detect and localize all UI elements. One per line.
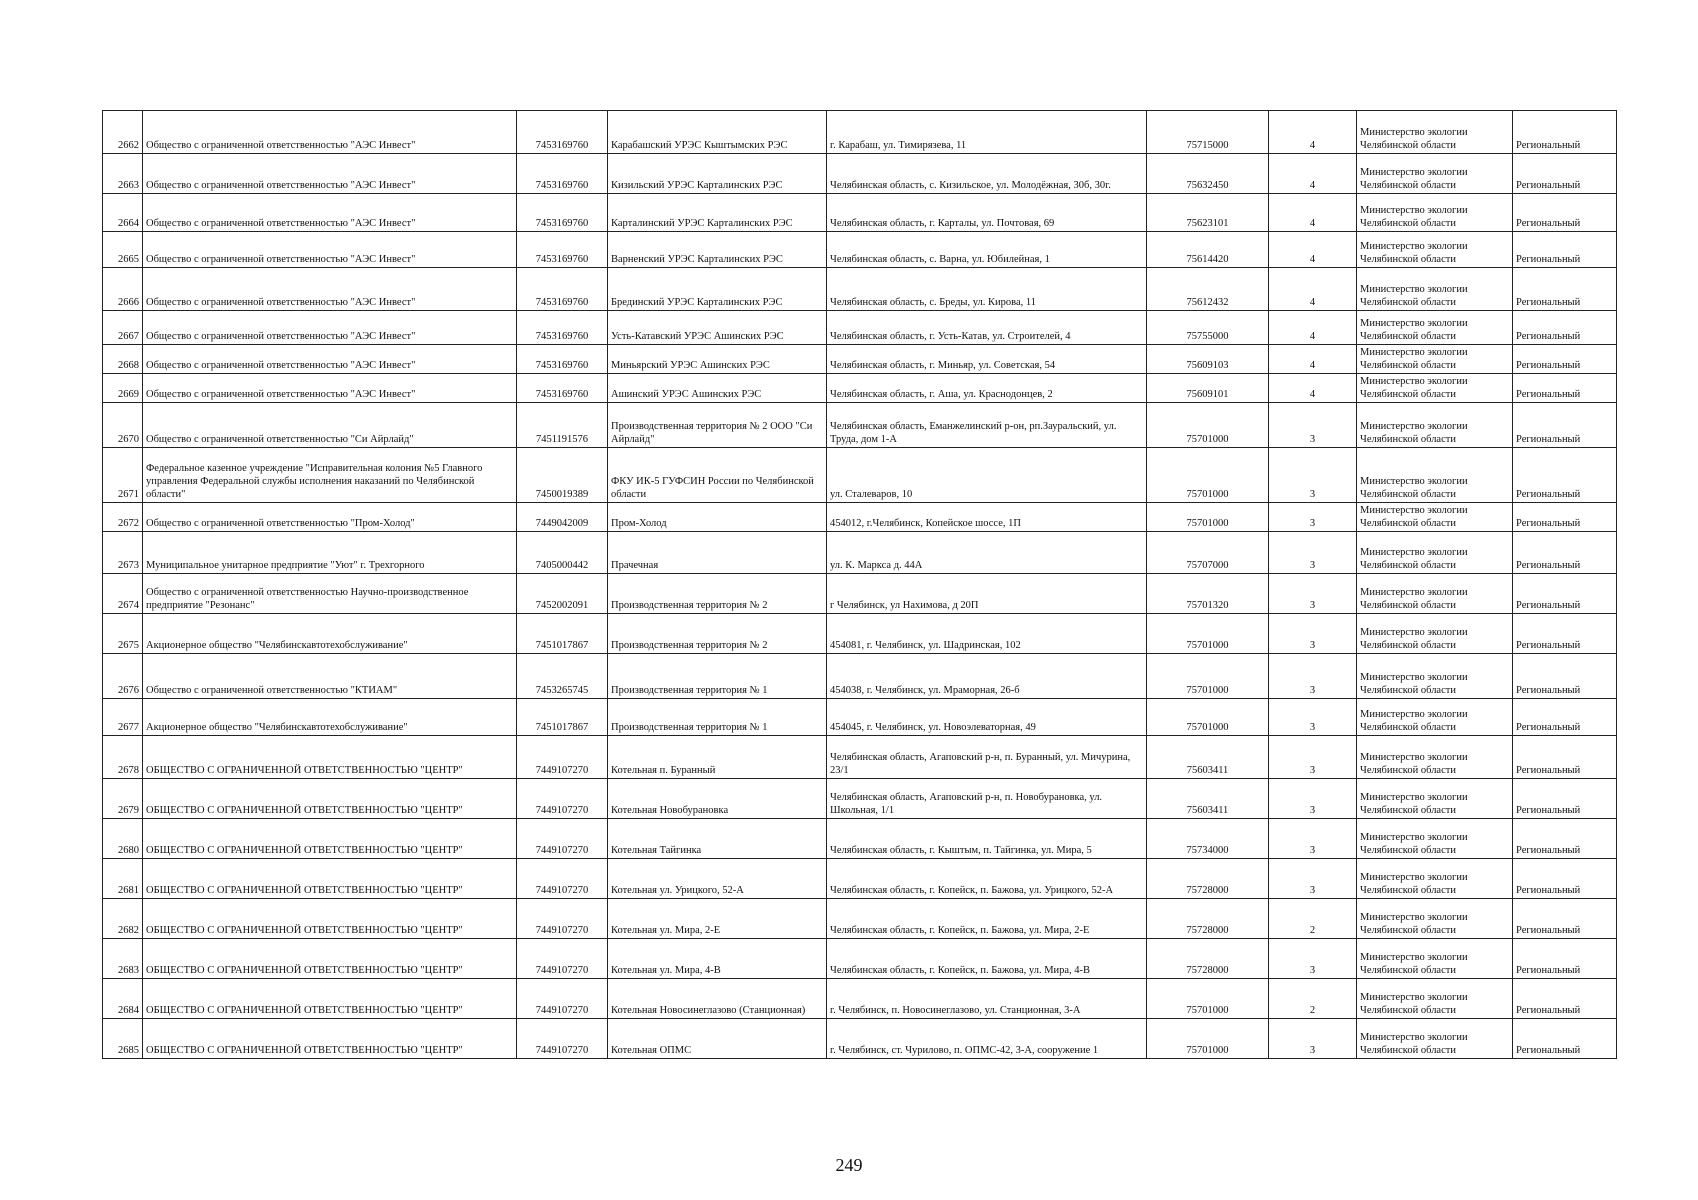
object-address-cell: Челябинская область, г. Усть-Катав, ул. Строителей, 4	[827, 311, 1147, 345]
organization-name-cell: ОБЩЕСТВО С ОГРАНИЧЕННОЙ ОТВЕТСТВЕННОСТЬЮ "ЦЕНТР"	[143, 979, 517, 1019]
object-name-cell: Прачечная	[608, 532, 827, 574]
object-name-cell: Производственная территория № 2	[608, 574, 827, 614]
oktmo-code-cell: 75614420	[1147, 232, 1269, 268]
oktmo-code-cell: 75701320	[1147, 574, 1269, 614]
object-category-cell: 4	[1269, 111, 1357, 154]
row-number-cell: 2674	[103, 574, 143, 614]
object-category-cell: 3	[1269, 503, 1357, 532]
organization-name-cell: Общество с ограниченной ответственностью "АЭС Инвест"	[143, 154, 517, 194]
object-name-cell: ФКУ ИК-5 ГУФСИН России по Челябинской области	[608, 448, 827, 503]
inn-code-cell: 7449107270	[517, 779, 608, 819]
object-category-cell: 4	[1269, 345, 1357, 374]
object-address-cell: г. Челябинск, ст. Чурилово, п. ОПМС-42, 3-А, сооружение 1	[827, 1019, 1147, 1059]
object-address-cell: ул. К. Маркса д. 44А	[827, 532, 1147, 574]
object-name-cell: Котельная Новосинеглазово (Станционная)	[608, 979, 827, 1019]
object-name-cell: Миньярский УРЭС Ашинских РЭС	[608, 345, 827, 374]
object-name-cell: Усть-Катавский УРЭС Ашинских РЭС	[608, 311, 827, 345]
table-row	[103, 939, 1617, 979]
organization-name-cell: Общество с ограниченной ответственностью "АЭС Инвест"	[143, 311, 517, 345]
supervision-level-cell: Региональный	[1513, 899, 1617, 939]
oktmo-code-cell: 75612432	[1147, 268, 1269, 311]
registry-table	[102, 110, 1617, 1059]
organization-name-cell: ОБЩЕСТВО С ОГРАНИЧЕННОЙ ОТВЕТСТВЕННОСТЬЮ "ЦЕНТР"	[143, 899, 517, 939]
organization-name-cell: Общество с ограниченной ответственностью "Си Айрлайд"	[143, 403, 517, 448]
organization-name-cell: Общество с ограниченной ответственностью "АЭС Инвест"	[143, 345, 517, 374]
inn-code-cell: 7451017867	[517, 614, 608, 654]
row-number-cell: 2669	[103, 374, 143, 403]
row-number-cell: 2666	[103, 268, 143, 311]
object-category-cell: 3	[1269, 574, 1357, 614]
object-category-cell: 4	[1269, 268, 1357, 311]
supervision-level-cell: Региональный	[1513, 574, 1617, 614]
supervisory-authority-cell: Министерство экологии Челябинской области	[1357, 819, 1513, 859]
table-row	[103, 779, 1617, 819]
inn-code-cell: 7453169760	[517, 345, 608, 374]
object-name-cell: Котельная Новобурановка	[608, 779, 827, 819]
inn-code-cell: 7449042009	[517, 503, 608, 532]
object-category-cell: 3	[1269, 699, 1357, 736]
supervision-level-cell: Региональный	[1513, 232, 1617, 268]
object-name-cell: Производственная территория № 2 ООО "Си Айрлайд"	[608, 403, 827, 448]
supervisory-authority-cell: Министерство экологии Челябинской области	[1357, 268, 1513, 311]
oktmo-code-cell: 75701000	[1147, 979, 1269, 1019]
supervision-level-cell: Региональный	[1513, 194, 1617, 232]
object-address-cell: г. Челябинск, п. Новосинеглазово, ул. Станционная, 3-А	[827, 979, 1147, 1019]
object-address-cell: Челябинская область, Агаповский р-н, п. Новобурановка, ул. Школьная, 1/1	[827, 779, 1147, 819]
object-name-cell: Производственная территория № 1	[608, 654, 827, 699]
supervisory-authority-cell: Министерство экологии Челябинской области	[1357, 503, 1513, 532]
table-row	[103, 614, 1617, 654]
object-address-cell: ул. Сталеваров, 10	[827, 448, 1147, 503]
oktmo-code-cell: 75609101	[1147, 374, 1269, 403]
organization-name-cell: ОБЩЕСТВО С ОГРАНИЧЕННОЙ ОТВЕТСТВЕННОСТЬЮ "ЦЕНТР"	[143, 819, 517, 859]
oktmo-code-cell: 75701000	[1147, 1019, 1269, 1059]
object-category-cell: 4	[1269, 232, 1357, 268]
object-address-cell: г Челябинск, ул Нахимова, д 20П	[827, 574, 1147, 614]
object-name-cell: Котельная Тайгинка	[608, 819, 827, 859]
row-number-cell: 2672	[103, 503, 143, 532]
inn-code-cell: 7405000442	[517, 532, 608, 574]
oktmo-code-cell: 75701000	[1147, 614, 1269, 654]
oktmo-code-cell: 75609103	[1147, 345, 1269, 374]
table-row	[103, 111, 1617, 154]
object-category-cell: 3	[1269, 1019, 1357, 1059]
row-number-cell: 2682	[103, 899, 143, 939]
supervisory-authority-cell: Министерство экологии Челябинской области	[1357, 111, 1513, 154]
supervision-level-cell: Региональный	[1513, 614, 1617, 654]
object-name-cell: Котельная п. Буранный	[608, 736, 827, 779]
supervision-level-cell: Региональный	[1513, 268, 1617, 311]
object-address-cell: Челябинская область, Агаповский р-н, п. Буранный, ул. Мичурина, 23/1	[827, 736, 1147, 779]
table-row	[103, 345, 1617, 374]
supervisory-authority-cell: Министерство экологии Челябинской области	[1357, 532, 1513, 574]
object-name-cell: Производственная территория № 2	[608, 614, 827, 654]
object-address-cell: Челябинская область, г. Копейск, п. Бажова, ул. Урицкого, 52-А	[827, 859, 1147, 899]
table-row	[103, 532, 1617, 574]
supervision-level-cell: Региональный	[1513, 1019, 1617, 1059]
object-category-cell: 3	[1269, 532, 1357, 574]
supervisory-authority-cell: Министерство экологии Челябинской области	[1357, 374, 1513, 403]
page-number: 249	[835, 1155, 863, 1175]
object-name-cell: Кизильский УРЭС Карталинских РЭС	[608, 154, 827, 194]
oktmo-code-cell: 75728000	[1147, 859, 1269, 899]
oktmo-code-cell: 75701000	[1147, 699, 1269, 736]
organization-name-cell: Федеральное казенное учреждение "Исправительная колония №5 Главного управления Федеральной службы исполнения наказаний по Челябинской области"	[143, 448, 517, 503]
supervision-level-cell: Региональный	[1513, 345, 1617, 374]
table-row	[103, 899, 1617, 939]
oktmo-code-cell: 75623101	[1147, 194, 1269, 232]
inn-code-cell: 7453169760	[517, 268, 608, 311]
organization-name-cell: Акционерное общество "Челябинскавтотехобслуживание"	[143, 699, 517, 736]
organization-name-cell: Общество с ограниченной ответственностью "АЭС Инвест"	[143, 268, 517, 311]
row-number-cell: 2670	[103, 403, 143, 448]
organization-name-cell: Общество с ограниченной ответственностью "АЭС Инвест"	[143, 374, 517, 403]
organization-name-cell: ОБЩЕСТВО С ОГРАНИЧЕННОЙ ОТВЕТСТВЕННОСТЬЮ "ЦЕНТР"	[143, 1019, 517, 1059]
object-name-cell: Пром-Холод	[608, 503, 827, 532]
row-number-cell: 2667	[103, 311, 143, 345]
inn-code-cell: 7453169760	[517, 154, 608, 194]
object-category-cell: 3	[1269, 859, 1357, 899]
object-category-cell: 3	[1269, 819, 1357, 859]
supervisory-authority-cell: Министерство экологии Челябинской области	[1357, 345, 1513, 374]
supervisory-authority-cell: Министерство экологии Челябинской области	[1357, 899, 1513, 939]
supervisory-authority-cell: Министерство экологии Челябинской области	[1357, 654, 1513, 699]
row-number-cell: 2681	[103, 859, 143, 899]
object-name-cell: Карабашский УРЭС Кыштымских РЭС	[608, 111, 827, 154]
organization-name-cell: Общество с ограниченной ответственностью "АЭС Инвест"	[143, 194, 517, 232]
supervisory-authority-cell: Министерство экологии Челябинской области	[1357, 232, 1513, 268]
object-address-cell: Челябинская область, Еманжелинский р-он, рп.Зауральский, ул. Труда, дом 1-А	[827, 403, 1147, 448]
object-category-cell: 3	[1269, 736, 1357, 779]
organization-name-cell: Общество с ограниченной ответственностью "АЭС Инвест"	[143, 232, 517, 268]
row-number-cell: 2663	[103, 154, 143, 194]
row-number-cell: 2668	[103, 345, 143, 374]
supervision-level-cell: Региональный	[1513, 403, 1617, 448]
table-row	[103, 403, 1617, 448]
supervisory-authority-cell: Министерство экологии Челябинской области	[1357, 154, 1513, 194]
inn-code-cell: 7453265745	[517, 654, 608, 699]
object-category-cell: 3	[1269, 448, 1357, 503]
object-category-cell: 2	[1269, 899, 1357, 939]
oktmo-code-cell: 75701000	[1147, 448, 1269, 503]
supervisory-authority-cell: Министерство экологии Челябинской области	[1357, 779, 1513, 819]
table-row	[103, 736, 1617, 779]
inn-code-cell: 7451191576	[517, 403, 608, 448]
inn-code-cell: 7449107270	[517, 979, 608, 1019]
organization-name-cell: ОБЩЕСТВО С ОГРАНИЧЕННОЙ ОТВЕТСТВЕННОСТЬЮ "ЦЕНТР"	[143, 779, 517, 819]
supervisory-authority-cell: Министерство экологии Челябинской области	[1357, 614, 1513, 654]
table-row	[103, 1019, 1617, 1059]
supervisory-authority-cell: Министерство экологии Челябинской области	[1357, 403, 1513, 448]
object-address-cell: Челябинская область, г. Миньяр, ул. Советская, 54	[827, 345, 1147, 374]
oktmo-code-cell: 75707000	[1147, 532, 1269, 574]
object-category-cell: 3	[1269, 614, 1357, 654]
supervision-level-cell: Региональный	[1513, 154, 1617, 194]
object-address-cell: Челябинская область, г. Копейск, п. Бажова, ул. Мира, 4-В	[827, 939, 1147, 979]
table-row	[103, 654, 1617, 699]
table-row	[103, 699, 1617, 736]
supervisory-authority-cell: Министерство экологии Челябинской области	[1357, 448, 1513, 503]
organization-name-cell: Акционерное общество "Челябинскавтотехобслуживание"	[143, 614, 517, 654]
inn-code-cell: 7453169760	[517, 374, 608, 403]
row-number-cell: 2671	[103, 448, 143, 503]
object-address-cell: г. Карабаш, ул. Тимирязева, 11	[827, 111, 1147, 154]
table-row	[103, 503, 1617, 532]
inn-code-cell: 7449107270	[517, 1019, 608, 1059]
supervision-level-cell: Региональный	[1513, 819, 1617, 859]
organization-name-cell: Общество с ограниченной ответственностью Научно-производственное предприятие "Резонанс"	[143, 574, 517, 614]
object-address-cell: 454012, г.Челябинск, Копейское шоссе, 1П	[827, 503, 1147, 532]
oktmo-code-cell: 75603411	[1147, 779, 1269, 819]
row-number-cell: 2665	[103, 232, 143, 268]
supervision-level-cell: Региональный	[1513, 699, 1617, 736]
object-category-cell: 3	[1269, 654, 1357, 699]
object-name-cell: Варненский УРЭС Карталинских РЭС	[608, 232, 827, 268]
table-row	[103, 268, 1617, 311]
table-row	[103, 574, 1617, 614]
oktmo-code-cell: 75728000	[1147, 939, 1269, 979]
object-name-cell: Производственная территория № 1	[608, 699, 827, 736]
supervision-level-cell: Региональный	[1513, 311, 1617, 345]
supervision-level-cell: Региональный	[1513, 979, 1617, 1019]
object-name-cell: Ашинский УРЭС Ашинских РЭС	[608, 374, 827, 403]
supervision-level-cell: Региональный	[1513, 503, 1617, 532]
object-name-cell: Котельная ул. Урицкого, 52-А	[608, 859, 827, 899]
inn-code-cell: 7451017867	[517, 699, 608, 736]
object-address-cell: 454038, г. Челябинск, ул. Мраморная, 26-б	[827, 654, 1147, 699]
supervision-level-cell: Региональный	[1513, 779, 1617, 819]
supervision-level-cell: Региональный	[1513, 374, 1617, 403]
table-row	[103, 154, 1617, 194]
object-address-cell: 454081, г. Челябинск, ул. Шадринская, 102	[827, 614, 1147, 654]
object-address-cell: Челябинская область, г. Копейск, п. Бажова, ул. Мира, 2-Е	[827, 899, 1147, 939]
object-category-cell: 4	[1269, 311, 1357, 345]
row-number-cell: 2685	[103, 1019, 143, 1059]
supervision-level-cell: Региональный	[1513, 654, 1617, 699]
row-number-cell: 2683	[103, 939, 143, 979]
row-number-cell: 2684	[103, 979, 143, 1019]
object-category-cell: 4	[1269, 194, 1357, 232]
supervisory-authority-cell: Министерство экологии Челябинской области	[1357, 979, 1513, 1019]
object-address-cell: Челябинская область, г. Аша, ул. Краснодонцев, 2	[827, 374, 1147, 403]
organization-name-cell: ОБЩЕСТВО С ОГРАНИЧЕННОЙ ОТВЕТСТВЕННОСТЬЮ "ЦЕНТР"	[143, 939, 517, 979]
supervisory-authority-cell: Министерство экологии Челябинской области	[1357, 736, 1513, 779]
object-name-cell: Карталинский УРЭС Карталинских РЭС	[608, 194, 827, 232]
supervisory-authority-cell: Министерство экологии Челябинской области	[1357, 699, 1513, 736]
organization-name-cell: ОБЩЕСТВО С ОГРАНИЧЕННОЙ ОТВЕТСТВЕННОСТЬЮ "ЦЕНТР"	[143, 859, 517, 899]
inn-code-cell: 7453169760	[517, 311, 608, 345]
row-number-cell: 2679	[103, 779, 143, 819]
inn-code-cell: 7452002091	[517, 574, 608, 614]
row-number-cell: 2675	[103, 614, 143, 654]
oktmo-code-cell: 75715000	[1147, 111, 1269, 154]
object-address-cell: Челябинская область, с. Варна, ул. Юбилейная, 1	[827, 232, 1147, 268]
table-row	[103, 232, 1617, 268]
object-category-cell: 3	[1269, 403, 1357, 448]
row-number-cell: 2662	[103, 111, 143, 154]
inn-code-cell: 7453169760	[517, 194, 608, 232]
supervisory-authority-cell: Министерство экологии Челябинской области	[1357, 574, 1513, 614]
supervisory-authority-cell: Министерство экологии Челябинской области	[1357, 939, 1513, 979]
oktmo-code-cell: 75632450	[1147, 154, 1269, 194]
object-name-cell: Котельная ул. Мира, 4-В	[608, 939, 827, 979]
object-address-cell: Челябинская область, с. Бреды, ул. Кирова, 11	[827, 268, 1147, 311]
object-address-cell: 454045, г. Челябинск, ул. Новоэлеваторная, 49	[827, 699, 1147, 736]
inn-code-cell: 7449107270	[517, 939, 608, 979]
table-row	[103, 859, 1617, 899]
oktmo-code-cell: 75701000	[1147, 654, 1269, 699]
oktmo-code-cell: 75755000	[1147, 311, 1269, 345]
row-number-cell: 2678	[103, 736, 143, 779]
row-number-cell: 2677	[103, 699, 143, 736]
supervision-level-cell: Региональный	[1513, 448, 1617, 503]
row-number-cell: 2664	[103, 194, 143, 232]
object-category-cell: 2	[1269, 979, 1357, 1019]
inn-code-cell: 7449107270	[517, 736, 608, 779]
oktmo-code-cell: 75734000	[1147, 819, 1269, 859]
supervision-level-cell: Региональный	[1513, 111, 1617, 154]
table-row	[103, 374, 1617, 403]
oktmo-code-cell: 75701000	[1147, 503, 1269, 532]
inn-code-cell: 7453169760	[517, 232, 608, 268]
object-name-cell: Брединский УРЭС Карталинских РЭС	[608, 268, 827, 311]
object-category-cell: 4	[1269, 154, 1357, 194]
organization-name-cell: Общество с ограниченной ответственностью "Пром-Холод"	[143, 503, 517, 532]
supervisory-authority-cell: Министерство экологии Челябинской области	[1357, 1019, 1513, 1059]
organization-name-cell: Общество с ограниченной ответственностью "АЭС Инвест"	[143, 111, 517, 154]
row-number-cell: 2676	[103, 654, 143, 699]
object-address-cell: Челябинская область, с. Кизильское, ул. Молодёжная, 30б, 30г.	[827, 154, 1147, 194]
row-number-cell: 2680	[103, 819, 143, 859]
supervisory-authority-cell: Министерство экологии Челябинской области	[1357, 859, 1513, 899]
table-row	[103, 819, 1617, 859]
supervision-level-cell: Региональный	[1513, 939, 1617, 979]
oktmo-code-cell: 75728000	[1147, 899, 1269, 939]
object-category-cell: 3	[1269, 939, 1357, 979]
supervisory-authority-cell: Министерство экологии Челябинской области	[1357, 194, 1513, 232]
supervision-level-cell: Региональный	[1513, 532, 1617, 574]
inn-code-cell: 7450019389	[517, 448, 608, 503]
supervisory-authority-cell: Министерство экологии Челябинской области	[1357, 311, 1513, 345]
organization-name-cell: ОБЩЕСТВО С ОГРАНИЧЕННОЙ ОТВЕТСТВЕННОСТЬЮ "ЦЕНТР"	[143, 736, 517, 779]
table-row	[103, 194, 1617, 232]
object-category-cell: 4	[1269, 374, 1357, 403]
table-row	[103, 979, 1617, 1019]
object-category-cell: 3	[1269, 779, 1357, 819]
inn-code-cell: 7449107270	[517, 899, 608, 939]
organization-name-cell: Общество с ограниченной ответственностью "КТИАМ"	[143, 654, 517, 699]
inn-code-cell: 7449107270	[517, 819, 608, 859]
object-name-cell: Котельная ул. Мира, 2-Е	[608, 899, 827, 939]
object-address-cell: Челябинская область, г. Карталы, ул. Почтовая, 69	[827, 194, 1147, 232]
organization-name-cell: Муниципальное унитарное предприятие "Уют" г. Трехгорного	[143, 532, 517, 574]
table-row	[103, 311, 1617, 345]
oktmo-code-cell: 75603411	[1147, 736, 1269, 779]
inn-code-cell: 7449107270	[517, 859, 608, 899]
object-name-cell: Котельная ОПМС	[608, 1019, 827, 1059]
supervision-level-cell: Региональный	[1513, 859, 1617, 899]
row-number-cell: 2673	[103, 532, 143, 574]
supervision-level-cell: Региональный	[1513, 736, 1617, 779]
oktmo-code-cell: 75701000	[1147, 403, 1269, 448]
object-address-cell: Челябинская область, г. Кыштым, п. Тайгинка, ул. Мира, 5	[827, 819, 1147, 859]
inn-code-cell: 7453169760	[517, 111, 608, 154]
table-row	[103, 448, 1617, 503]
